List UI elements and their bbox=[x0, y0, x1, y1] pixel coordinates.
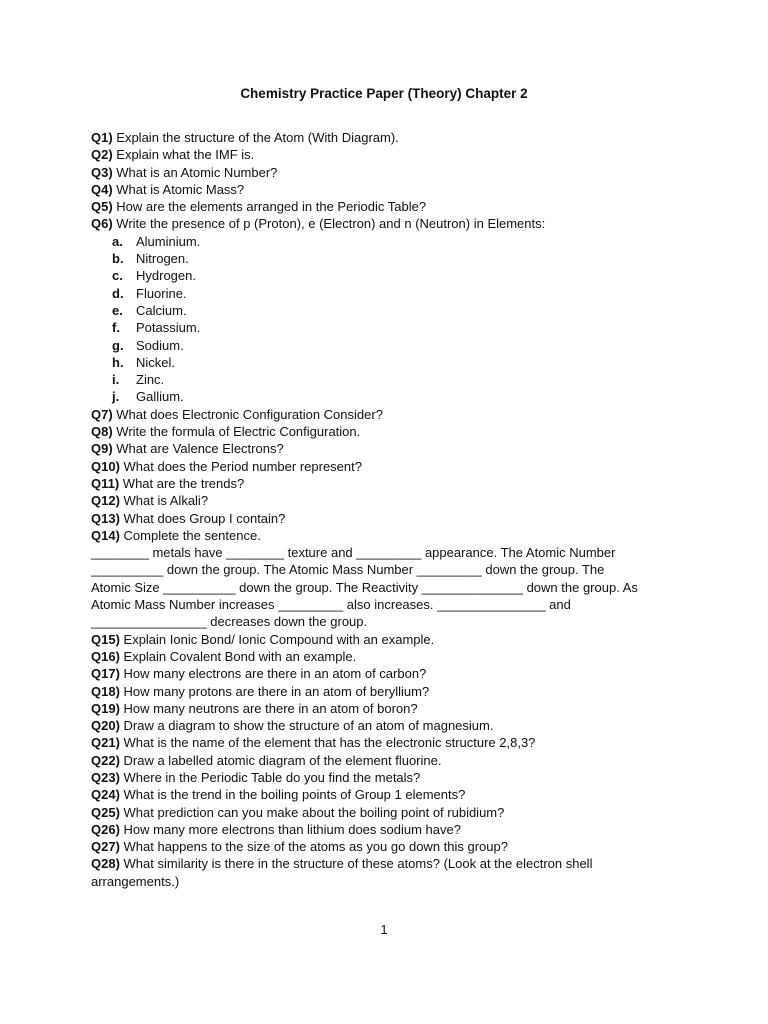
question-text: What happens to the size of the atoms as you go down this group? bbox=[119, 839, 508, 855]
question-text: What is the name of the element that has the electronic structure 2,8,3? bbox=[119, 735, 536, 751]
question-number: Q26) bbox=[91, 821, 120, 837]
element-item bbox=[91, 319, 691, 336]
element-item bbox=[91, 250, 691, 267]
question-number: Q9) bbox=[91, 441, 113, 457]
question-item bbox=[91, 475, 691, 492]
fill-in-line: Atomic Mass Number increases _________ also increases. _______________ and bbox=[91, 597, 571, 613]
fill-in-line: ________________ decreases down the group. bbox=[91, 614, 368, 630]
question-item bbox=[91, 804, 691, 821]
question-text: Explain Ionic Bond/ Ionic Compound with an example. bbox=[119, 631, 435, 647]
question-text: What are the trends? bbox=[119, 475, 245, 491]
element-item bbox=[91, 285, 691, 302]
question-number: Q17) bbox=[91, 666, 120, 682]
question-number: Q27) bbox=[91, 839, 120, 855]
question-number: Q22) bbox=[91, 752, 120, 768]
element-name: Gallium. bbox=[136, 389, 184, 405]
question-item bbox=[91, 648, 691, 665]
question-text: What prediction can you make about the boiling point of rubidium? bbox=[119, 804, 505, 820]
element-letter: d. bbox=[112, 285, 124, 301]
question-item bbox=[91, 129, 691, 146]
question-item bbox=[91, 821, 691, 838]
question-text: What are Valence Electrons? bbox=[112, 441, 284, 457]
question-number: Q5) bbox=[91, 199, 113, 215]
question-text: Complete the sentence. bbox=[119, 527, 261, 543]
question-text: How are the elements arranged in the Periodic Table? bbox=[112, 199, 427, 215]
question-number: Q4) bbox=[91, 181, 113, 197]
question-item bbox=[91, 700, 691, 717]
fill-in-line: Atomic Size __________ down the group. The Reactivity ______________ down the group. As bbox=[91, 579, 638, 595]
question-item bbox=[91, 683, 691, 700]
element-letter: f. bbox=[112, 320, 120, 336]
element-letter: b. bbox=[112, 251, 124, 267]
question-number: Q21) bbox=[91, 735, 120, 751]
question-number: Q20) bbox=[91, 718, 120, 734]
question-text: Draw a diagram to show the structure of an atom of magnesium. bbox=[119, 718, 494, 734]
question-text: How many more electrons than lithium does sodium have? bbox=[119, 821, 461, 837]
question-number: Q7) bbox=[91, 406, 113, 422]
element-name: Nickel. bbox=[136, 354, 176, 370]
element-letter: h. bbox=[112, 354, 124, 370]
question-text: What is an Atomic Number? bbox=[112, 164, 278, 180]
element-name: Fluorine. bbox=[136, 285, 187, 301]
question-number: Q12) bbox=[91, 493, 120, 509]
question-text: Explain Covalent Bond with an example. bbox=[119, 648, 357, 664]
question-number: Q6) bbox=[91, 216, 113, 232]
question-number: Q28) bbox=[91, 856, 120, 872]
question-number: Q25) bbox=[91, 804, 120, 820]
question-item bbox=[91, 406, 691, 423]
page-title: Chemistry Practice Paper (Theory) Chapter 2 bbox=[240, 86, 528, 101]
question-number: Q10) bbox=[91, 458, 120, 474]
question-item bbox=[91, 838, 691, 855]
question-item bbox=[91, 734, 691, 751]
question-number: Q1) bbox=[91, 130, 113, 145]
question-text: What is Atomic Mass? bbox=[112, 181, 245, 197]
element-name: Potassium. bbox=[136, 320, 201, 336]
question-number: Q3) bbox=[91, 164, 113, 180]
question-number: Q11) bbox=[91, 475, 120, 491]
question-item bbox=[91, 752, 691, 769]
element-item bbox=[91, 388, 691, 405]
question-item bbox=[91, 440, 691, 457]
question-number: Q2) bbox=[91, 147, 113, 163]
fill-in-paragraph bbox=[91, 544, 691, 630]
question-number: Q16) bbox=[91, 648, 120, 664]
element-list bbox=[91, 233, 691, 406]
element-name: Sodium. bbox=[136, 337, 184, 353]
question-item bbox=[91, 164, 691, 181]
element-letter: g. bbox=[112, 337, 124, 353]
question-text: What similarity is there in the structure of these atoms? (Look at the electron shell bbox=[119, 856, 593, 872]
question-item bbox=[91, 665, 691, 682]
question-text: What is Alkali? bbox=[119, 493, 209, 509]
element-name: Calcium. bbox=[136, 302, 187, 318]
element-item bbox=[91, 337, 691, 354]
question-text: Write the formula of Electric Configuration. bbox=[112, 424, 361, 440]
question-number: Q14) bbox=[91, 527, 120, 543]
question-number: Q15) bbox=[91, 631, 120, 647]
question-text: What does Electronic Configuration Consider? bbox=[112, 406, 383, 422]
question-number: Q18) bbox=[91, 683, 120, 699]
question-item bbox=[91, 786, 691, 803]
question-item bbox=[91, 492, 691, 509]
question-text: How many protons are there in an atom of beryllium? bbox=[119, 683, 430, 699]
element-item bbox=[91, 302, 691, 319]
questions-part-c bbox=[91, 631, 691, 873]
question-item bbox=[91, 198, 691, 215]
question-text: What does Group I contain? bbox=[119, 510, 286, 526]
element-item bbox=[91, 371, 691, 388]
question-text: How many neutrons are there in an atom of boron? bbox=[119, 700, 418, 716]
element-letter: j. bbox=[112, 389, 120, 405]
page-number: 1 bbox=[380, 922, 388, 937]
element-name: Hydrogen. bbox=[136, 268, 196, 284]
questions-part-b bbox=[91, 406, 691, 544]
question-number: Q24) bbox=[91, 787, 120, 803]
question-list bbox=[91, 129, 691, 890]
question-item bbox=[91, 423, 691, 440]
question-text: Write the presence of p (Proton), e (Electron) and n (Neutron) in Elements: bbox=[112, 216, 546, 232]
question-text: Draw a labelled atomic diagram of the element fluorine. bbox=[119, 752, 442, 768]
element-name: Zinc. bbox=[136, 372, 165, 388]
question-number: Q19) bbox=[91, 700, 120, 716]
question-text: What is the trend in the boiling points of Group 1 elements? bbox=[119, 787, 466, 803]
question-number: Q13) bbox=[91, 510, 120, 526]
question-item bbox=[91, 215, 691, 232]
question-item bbox=[91, 631, 691, 648]
element-name: Aluminium. bbox=[136, 233, 201, 249]
question-item bbox=[91, 458, 691, 475]
element-name: Nitrogen. bbox=[136, 251, 189, 267]
question-item bbox=[91, 510, 691, 527]
question-text: Where in the Periodic Table do you find the metals? bbox=[119, 769, 421, 785]
question-text: How many electrons are there in an atom of carbon? bbox=[119, 666, 427, 682]
q28-continuation: arrangements.) bbox=[91, 873, 180, 889]
question-item bbox=[91, 769, 691, 786]
fill-in-line: ________ metals have ________ texture and _________ appearance. The Atomic Number bbox=[91, 545, 616, 561]
question-item bbox=[91, 717, 691, 734]
question-text: Explain what the IMF is. bbox=[112, 147, 255, 163]
element-item bbox=[91, 233, 691, 250]
element-item bbox=[91, 354, 691, 371]
questions-part-a bbox=[91, 129, 691, 233]
element-letter: i. bbox=[112, 372, 120, 388]
question-number: Q8) bbox=[91, 424, 113, 440]
fill-in-line: __________ down the group. The Atomic Mass Number _________ down the group. The bbox=[91, 562, 605, 578]
question-text: What does the Period number represent? bbox=[119, 458, 362, 474]
element-letter: e. bbox=[112, 302, 123, 318]
question-item bbox=[91, 146, 691, 163]
element-letter: a. bbox=[112, 233, 123, 249]
question-item bbox=[91, 527, 691, 544]
element-letter: c. bbox=[112, 268, 123, 284]
question-number: Q23) bbox=[91, 769, 120, 785]
question-text: Explain the structure of the Atom (With Diagram). bbox=[112, 130, 399, 145]
question-item bbox=[91, 181, 691, 198]
question-item bbox=[91, 855, 691, 872]
element-item bbox=[91, 267, 691, 284]
